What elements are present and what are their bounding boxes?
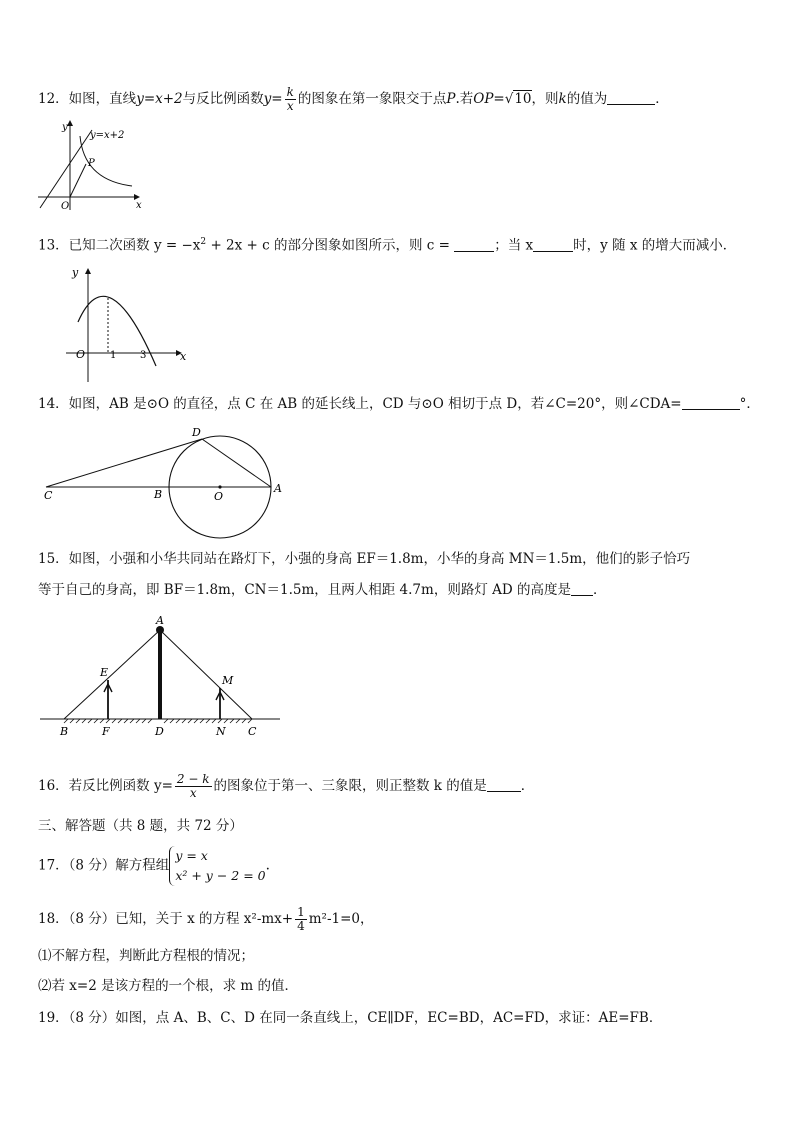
question-12: 12．如图，直线y=x+2与反比例函数y= $\frac{k}{x}$ 的图象在第一象限交于点P.若OP=√10，则k的值为 ． [38,85,669,113]
svg-text:A: A [274,482,282,495]
q12-text: 12．如图，直线 [38,91,137,107]
sqrt-value: 10 [514,91,532,107]
svg-text:M: M [222,674,234,687]
q12-fraction: $\frac{k}{x}$ [286,85,294,113]
question-14: 14．如图，AB 是⊙O 的直径，点 C 在 AB 的延长线上，CD 与⊙O 相切于点 D，若∠C=20°，则∠CDA= °． [38,396,760,412]
answer-blank [487,777,521,792]
section-3-heading: 三、解答题（共 8 题，共 72 分） [38,818,243,834]
question-19: 19．（8 分）如图，点 A、B、C、D 在同一条直线上，CE∥DF，EC=BD，AC=FD，求证：AE=FB． [38,1010,663,1026]
svg-text:E: E [100,666,109,679]
q18-fraction: $\frac{1}{4}$ [297,905,305,933]
svg-text:O: O [61,201,70,212]
q12-line-label: y=x+2 [90,130,125,141]
question-18-part-1: ⑴不解方程，判断此方程根的情况； [38,948,254,964]
q15-figure [38,612,288,742]
svg-text:O: O [76,348,86,361]
answer-blank [454,237,494,252]
svg-text:D: D [155,725,164,738]
q16-fraction: $\frac{2 - k}{x}$ [176,772,210,800]
question-13: 13．已知二次函数 $y = -x^2 + 2x + c$ 的部分图象如图所示，则 c = ；当 x 时，y 随 x 的增大而减小． [38,237,737,254]
question-15-line-2: 等于自己的身高，即 BF＝1.8m，CN＝1.5m，且两人相距 4.7m，则路灯 AD 的高度是 ． [38,582,607,598]
question-15-line-1: 15．如图，小强和小华共同站在路灯下，小强的身高 EF＝1.8m，小华的身高 MN＝1.5m，他们的影子恰巧 [38,551,691,567]
svg-text:C: C [248,725,257,738]
answer-blank [571,581,593,596]
svg-text:N: N [216,725,226,738]
q12-figure [36,118,146,214]
svg-text:y: y [72,266,79,279]
q13-figure [62,262,192,386]
svg-text:1: 1 [110,350,117,361]
svg-text:B: B [60,725,69,738]
question-16: 16．若反比例函数 y= $\frac{2 - k}{x}$ 的图象位于第一、三象限，则正整数 k 的值是 ． [38,772,535,800]
svg-text:3: 3 [140,350,147,361]
question-17: 17．（8 分）解方程组 y = x x² + y − 2 = 0 . [38,846,270,886]
question-18: 18．（8 分）已知，关于 x 的方程 x²-mx+ $\frac{1}{4}$ m²-1=0， [38,905,374,933]
svg-text:F: F [102,725,110,738]
answer-blank [607,90,655,105]
question-18-part-2: ⑵若 x=2 是该方程的一个根，求 m 的值． [38,978,298,994]
equation-system: y = x x² + y − 2 = 0 [169,846,265,886]
svg-text:x: x [180,350,187,363]
svg-text:x: x [136,200,142,211]
svg-text:D: D [192,426,201,439]
q14-figure [40,424,300,540]
svg-text:B: B [154,488,163,501]
answer-blank [533,237,573,252]
q12-line-eq: y=x+2 [136,91,183,107]
svg-text:C: C [44,489,53,502]
svg-text:O: O [214,490,224,503]
answer-blank [682,395,740,410]
svg-text:P: P [88,158,95,169]
svg-text:A: A [156,614,164,627]
svg-text:y: y [62,122,68,133]
